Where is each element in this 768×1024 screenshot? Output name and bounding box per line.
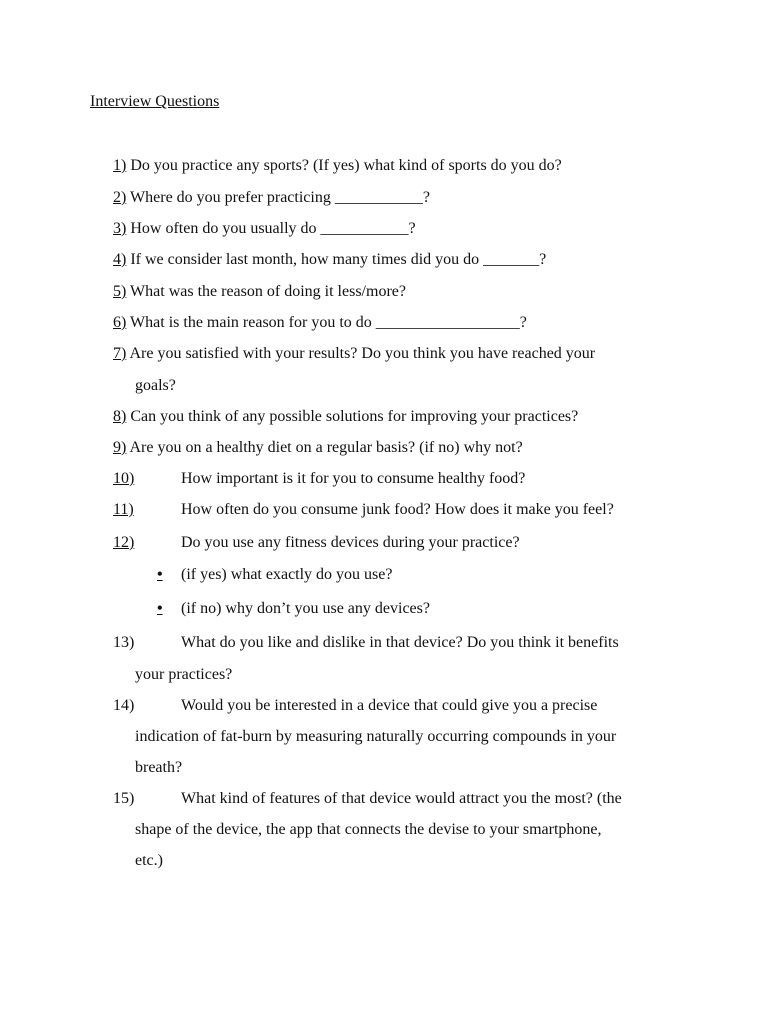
question-number: 15) (113, 790, 135, 807)
question-number: 8) (113, 408, 127, 425)
question-8 (113, 407, 578, 427)
question-11 (113, 500, 614, 520)
question-4 (113, 250, 546, 270)
document-title: Interview Questions (90, 93, 220, 110)
question-13 (113, 633, 619, 653)
bullet-text: (if yes) what exactly do you use? (181, 566, 393, 583)
question-number: 10) (113, 470, 135, 487)
question-number: 7) (113, 345, 127, 362)
question-7 (113, 344, 595, 364)
question-text: What kind of features of that device would attract you the most? (the (181, 790, 622, 807)
question-1 (113, 156, 562, 176)
question-number: 12) (113, 534, 135, 551)
question-number: 5) (113, 283, 127, 300)
question-6 (113, 313, 527, 333)
question-number: 3) (113, 220, 127, 237)
question-text: Can you think of any possible solutions for improving your practices? (130, 408, 579, 425)
question-text: How often do you usually do ___________? (130, 220, 416, 237)
question-number: 13) (113, 634, 135, 651)
question-10 (113, 469, 525, 489)
question-15 (113, 789, 622, 809)
question-2 (113, 188, 430, 208)
question-number: 9) (113, 439, 127, 456)
question-text: Where do you prefer practicing ___________? (130, 189, 430, 206)
question-9 (113, 438, 523, 458)
question-text: Would you be interested in a device that could give you a precise (181, 697, 598, 714)
question-number: 2) (113, 189, 127, 206)
bullet-item-1 (157, 565, 392, 585)
question-text: Are you satisfied with your results? Do you think you have reached your (129, 345, 596, 362)
question-text: What do you like and dislike in that device? Do you think it benefits (181, 634, 619, 651)
question-text: What is the main reason for you to do __________________? (130, 314, 527, 331)
bullet-item-2 (157, 599, 430, 619)
question-14 (113, 696, 597, 716)
question-text: What was the reason of doing it less/more? (130, 283, 406, 300)
question-text: Do you practice any sports? (If yes) what kind of sports do you do? (130, 157, 562, 174)
question-7-continuation: goals? (135, 377, 176, 394)
question-number: 1) (113, 157, 127, 174)
question-15-continuation: shape of the device, the app that connects the devise to your smartphone, (135, 821, 602, 838)
question-15-continuation-2: etc.) (135, 852, 163, 869)
question-number: 11) (113, 501, 134, 518)
question-number: 14) (113, 697, 135, 714)
question-text: If we consider last month, how many times did you do _______? (130, 251, 547, 268)
question-text: Do you use any fitness devices during your practice? (181, 534, 520, 551)
bullet-mark: • (157, 600, 163, 617)
question-text: Are you on a healthy diet on a regular basis? (if no) why not? (129, 439, 523, 456)
question-13-continuation: your practices? (135, 666, 233, 683)
question-number: 6) (113, 314, 127, 331)
question-text: How often do you consume junk food? How does it make you feel? (181, 501, 614, 518)
question-text: How important is it for you to consume healthy food? (181, 470, 526, 487)
question-12 (113, 533, 520, 553)
bullet-text: (if no) why don’t you use any devices? (181, 600, 430, 617)
question-14-continuation-2: breath? (135, 759, 183, 776)
question-number: 4) (113, 251, 127, 268)
question-14-continuation: indication of fat-burn by measuring naturally occurring compounds in your (135, 728, 617, 745)
question-3 (113, 219, 416, 239)
bullet-mark: • (157, 566, 163, 583)
question-5 (113, 282, 406, 302)
